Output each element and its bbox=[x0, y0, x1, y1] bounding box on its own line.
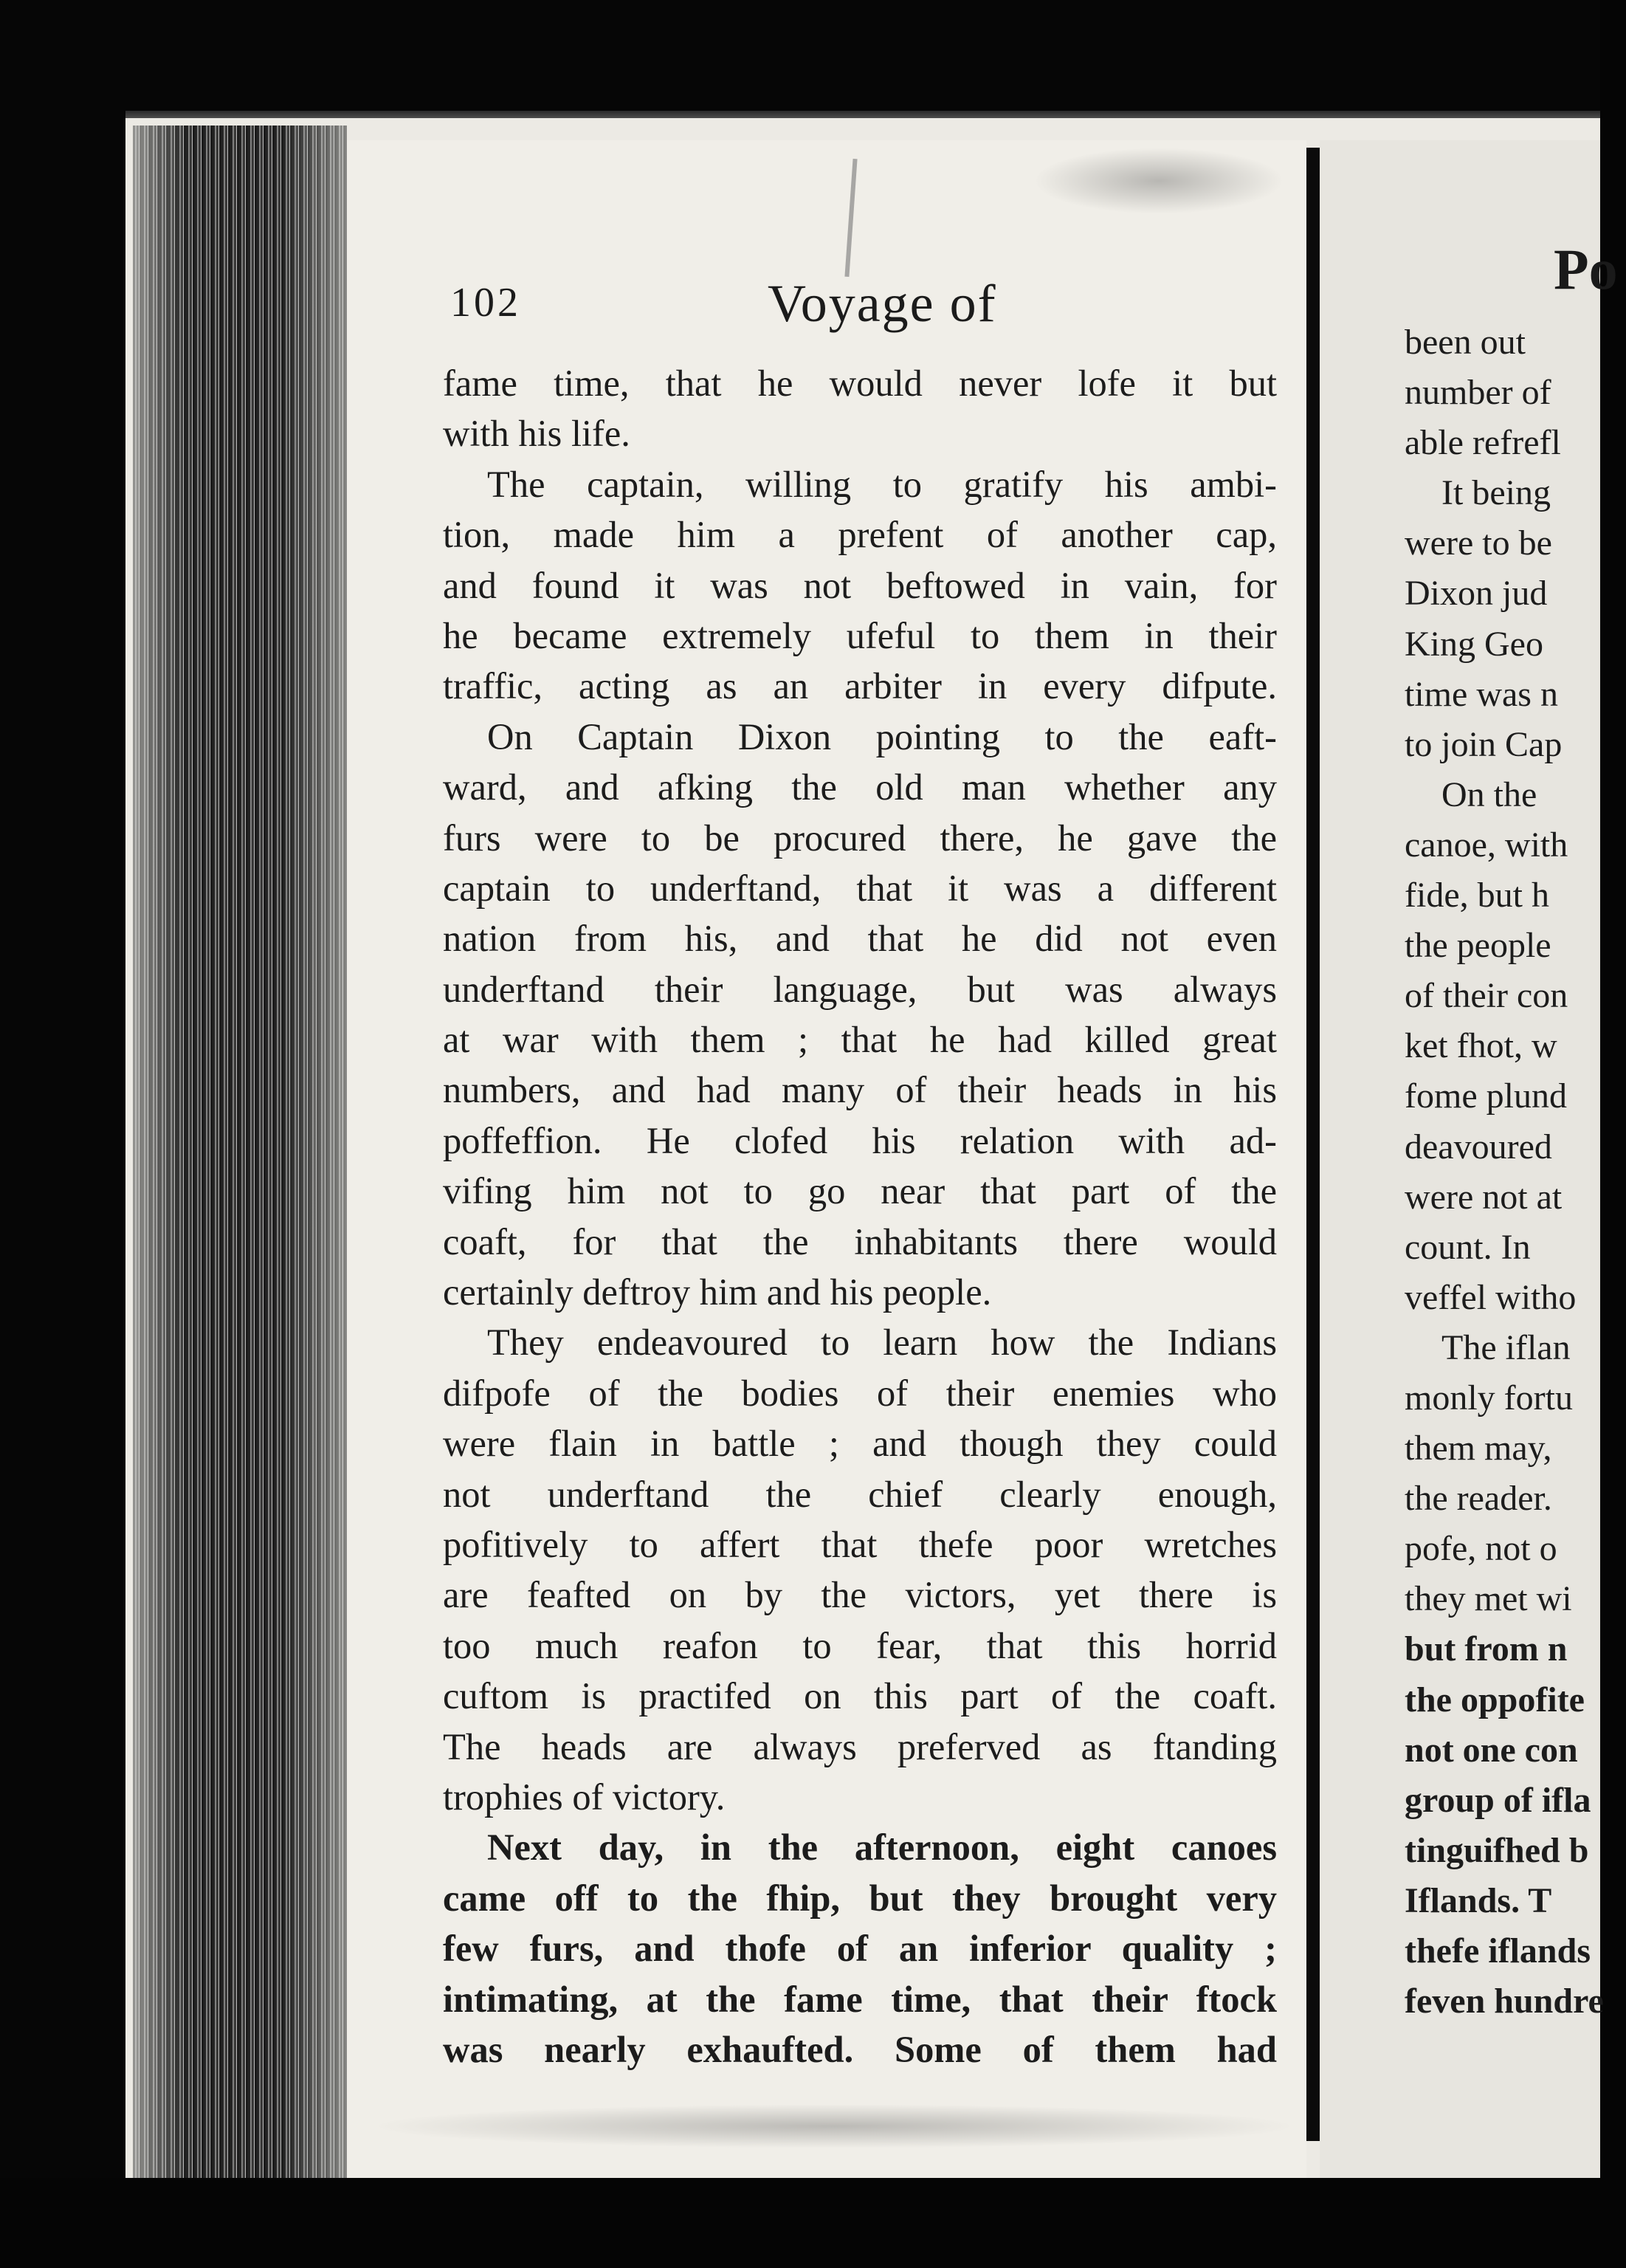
text-line: number of bbox=[1405, 373, 1551, 413]
text-line: King Geo bbox=[1405, 624, 1543, 664]
text-line: the reader. bbox=[1405, 1479, 1552, 1519]
text-line: They endeavoured to learn how the Indians bbox=[487, 1322, 1277, 1364]
text-line: fome plund bbox=[1405, 1076, 1567, 1116]
text-line: fide, but h bbox=[1405, 876, 1549, 915]
scan-smudge bbox=[1033, 148, 1284, 214]
text-line: fame time, that he would never lofe it but bbox=[443, 362, 1277, 404]
text-line: pofitively to affert that thefe poor wretches bbox=[443, 1523, 1277, 1565]
gutter bbox=[1306, 148, 1320, 2141]
text-line: were flain in battle ; and though they could bbox=[443, 1423, 1277, 1465]
text-line: captain to underftand, that it was a different bbox=[443, 867, 1277, 909]
text-line: Dixon jud bbox=[1405, 574, 1548, 614]
text-line: traffic, acting as an arbiter in every difpute. bbox=[443, 665, 1277, 707]
text-line: of their con bbox=[1405, 976, 1568, 1016]
text-line: nation from his, and that he did not even bbox=[443, 918, 1277, 960]
text-line: The captain, willing to gratify his ambi- bbox=[487, 463, 1277, 505]
text-line: the oppofite bbox=[1405, 1680, 1585, 1719]
text-line: too much reafon to fear, that this horrid bbox=[443, 1624, 1277, 1666]
text-line: feven hundre bbox=[1405, 1982, 1604, 2021]
text-line: cuftom is practifed on this part of the coaft. bbox=[443, 1675, 1277, 1717]
text-line: tion, made him a prefent of another cap, bbox=[443, 514, 1277, 556]
text-line: the people bbox=[1405, 926, 1551, 966]
text-line: were not at bbox=[1405, 1177, 1563, 1217]
running-head bbox=[450, 273, 1277, 340]
text-line: furs were to be procured there, he gave the bbox=[443, 817, 1277, 859]
text-line: The heads are always preferved as ftanding bbox=[443, 1725, 1277, 1767]
text-line: ward, and afking the old man whether any bbox=[443, 766, 1277, 808]
text-line: On the bbox=[1441, 774, 1537, 814]
text-line: Iflands. T bbox=[1405, 1880, 1552, 1920]
text-line: but from n bbox=[1405, 1629, 1568, 1669]
text-line: been out bbox=[1405, 323, 1526, 362]
page-number: 102 bbox=[450, 280, 521, 326]
text-line: difpofe of the bodies of their enemies who bbox=[443, 1372, 1277, 1414]
text-line: thefe iflands bbox=[1405, 1931, 1591, 1970]
right-page-body bbox=[1405, 317, 1626, 2027]
text-line: intimating, at the fame time, that their ftock bbox=[443, 1978, 1277, 2020]
text-line: them may, bbox=[1405, 1429, 1552, 1468]
text-line: he became extremely ufeful to them in their bbox=[443, 614, 1277, 656]
text-line: not underftand the chief clearly enough, bbox=[443, 1473, 1277, 1515]
text-line: at war with them ; that he had killed great bbox=[443, 1019, 1277, 1061]
text-line: monly fortu bbox=[1405, 1378, 1573, 1418]
text-line: with his life. bbox=[443, 413, 630, 455]
text-line: were to be bbox=[1405, 523, 1552, 563]
text-line: certainly deftroy him and his people. bbox=[443, 1271, 992, 1313]
text-line: numbers, and had many of their heads in his bbox=[443, 1069, 1277, 1111]
text-line: came off to the fhip, but they brought very bbox=[443, 1877, 1277, 1919]
text-line: tinguifhed b bbox=[1405, 1830, 1589, 1870]
text-line: and found it was not beftowed in vain, for bbox=[443, 564, 1277, 606]
left-page-body bbox=[443, 358, 1277, 2075]
text-line: few furs, and thofe of an inferior quality ; bbox=[443, 1928, 1277, 1970]
running-head-title: Voyage of bbox=[768, 274, 997, 333]
text-line: coaft, for that the inhabitants there would bbox=[443, 1220, 1277, 1262]
text-line: are feafted on by the victors, yet there is bbox=[443, 1574, 1277, 1616]
right-running-head: Po bbox=[1554, 237, 1618, 301]
text-line: veffel witho bbox=[1405, 1277, 1577, 1317]
scan-bottom-margin bbox=[0, 2178, 1600, 2268]
text-line: they met wi bbox=[1405, 1579, 1572, 1619]
text-line: group of ifla bbox=[1405, 1780, 1591, 1820]
text-line: The iflan bbox=[1441, 1327, 1571, 1367]
text-line: underftand their language, but was always bbox=[443, 968, 1277, 1010]
text-line: time was n bbox=[1405, 674, 1558, 714]
text-line: not one con bbox=[1405, 1730, 1578, 1770]
text-line: It being bbox=[1441, 473, 1551, 513]
page-edges-highlight bbox=[133, 126, 347, 2178]
text-line: trophies of victory. bbox=[443, 1776, 726, 1818]
text-line: poffeffion. He clofed his relation with ad- bbox=[443, 1119, 1277, 1161]
text-line: vifing him not to go near that part of the bbox=[443, 1170, 1277, 1212]
text-line: was nearly exhaufted. Some of them had bbox=[443, 2028, 1277, 2070]
text-line: ket fhot, w bbox=[1405, 1026, 1557, 1066]
text-line: deavoured bbox=[1405, 1127, 1552, 1166]
text-line: count. In bbox=[1405, 1227, 1531, 1267]
text-line: able refrefl bbox=[1405, 423, 1561, 463]
text-line: On Captain Dixon pointing to the eaft- bbox=[487, 715, 1277, 757]
text-line: pofe, not o bbox=[1405, 1529, 1557, 1569]
text-line: to join Cap bbox=[1405, 724, 1563, 764]
text-line: Next day, in the afternoon, eight canoes bbox=[487, 1827, 1277, 1869]
text-line: canoe, with bbox=[1405, 825, 1568, 865]
scan-smudge bbox=[369, 2104, 1299, 2148]
